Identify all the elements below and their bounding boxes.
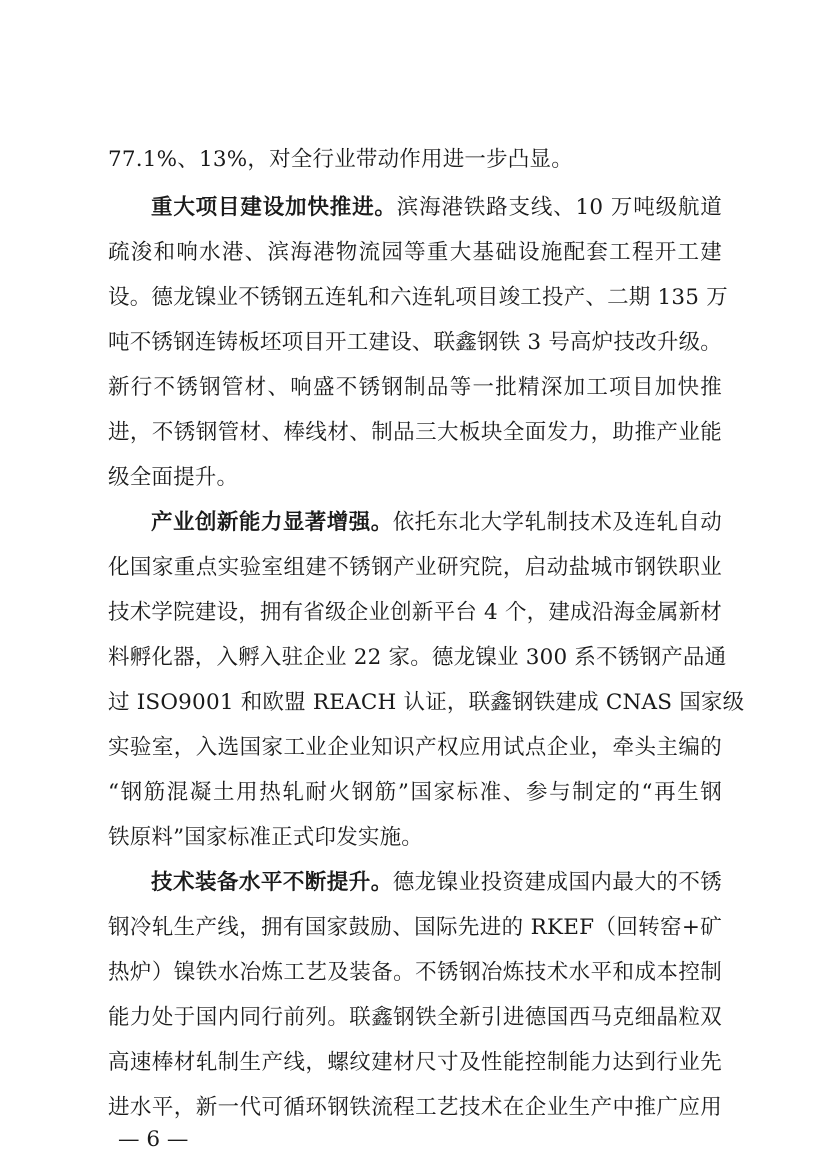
line-text: 77.1%、13%，对全行业带动作用进一步凸显。 <box>108 147 573 172</box>
line-text: 钢冷轧生产线，拥有国家鼓励、国际先进的 RKEF（回转窑+矿 <box>108 915 722 940</box>
line-text: 依托东北大学轧制技术及连轧自动 <box>392 510 722 535</box>
paragraph-line <box>151 188 722 228</box>
paragraph-line <box>108 998 722 1038</box>
paragraph-line <box>108 953 722 993</box>
paragraph-line <box>108 683 745 723</box>
section-heading: 技术装备水平不断提升。 <box>151 870 393 895</box>
paragraph-line <box>108 413 722 453</box>
line-text: 技术学院建设，拥有省级企业创新平台 4 个，建成沿海金属新材 <box>108 600 722 625</box>
line-text: 高速棒材轧制生产线，螺纹建材尺寸及性能控制能力达到行业先 <box>108 1050 722 1075</box>
paragraph-line <box>108 728 722 768</box>
paragraph-line <box>108 773 722 813</box>
paragraph-line <box>108 1043 722 1083</box>
line-text: 铁原料”国家标准正式印发实施。 <box>108 825 423 850</box>
paragraph-line <box>108 458 722 498</box>
line-text: 设。德龙镍业不锈钢五连轧和六连轧项目竣工投产、二期 135 万 <box>108 285 728 310</box>
line-text: 热炉）镍铁水冶炼工艺及装备。不锈钢冶炼技术水平和成本控制 <box>108 960 722 985</box>
paragraph-line <box>151 503 722 543</box>
paragraph-line <box>108 548 722 588</box>
line-text: “钢筋混凝土用热轧耐火钢筋”国家标准、参与制定的“再生钢 <box>108 780 722 805</box>
paragraph-line <box>108 818 722 858</box>
line-text: 过 ISO9001 和欧盟 REACH 认证，联鑫钢铁建成 CNAS 国家级 <box>108 690 745 715</box>
line-text: 化国家重点实验室组建不锈钢产业研究院，启动盐城市钢铁职业 <box>108 555 722 580</box>
paragraph-line <box>151 863 722 903</box>
paragraph-line <box>108 368 722 408</box>
section-heading: 产业创新能力显著增强。 <box>151 510 393 535</box>
line-text: 进水平，新一代可循环钢铁流程工艺技术在企业生产中推广应用 <box>108 1095 722 1120</box>
paragraph-line <box>108 593 722 633</box>
line-text: 德龙镍业投资建成国内最大的不锈 <box>392 870 722 895</box>
page-number: — 6 — <box>118 1127 189 1152</box>
line-text: 实验室，入选国家工业企业知识产权应用试点企业，牵头主编的 <box>108 735 722 760</box>
line-text: 进，不锈钢管材、棒线材、制品三大板块全面发力，助推产业能 <box>108 420 722 445</box>
paragraph-line <box>108 638 727 678</box>
section-heading: 重大项目建设加快推进。 <box>151 195 397 220</box>
line-text: 新行不锈钢管材、响盛不锈钢制品等一批精深加工项目加快推 <box>108 375 722 400</box>
paragraph-line <box>108 278 728 318</box>
paragraph-line <box>108 908 722 948</box>
line-text: 料孵化器，入孵入驻企业 22 家。德龙镍业 300 系不锈钢产品通 <box>108 645 727 670</box>
line-text: 滨海港铁路支线、10 万吨级航道 <box>396 195 722 220</box>
paragraph-line <box>108 140 722 180</box>
line-text: 吨不锈钢连铸板坯项目开工建设、联鑫钢铁 3 号高炉技改升级。 <box>108 330 722 355</box>
line-text: 疏浚和响水港、滨海港物流园等重大基础设施配套工程开工建 <box>108 240 722 265</box>
paragraph-line <box>108 1088 722 1128</box>
line-text: 级全面提升。 <box>108 465 239 490</box>
paragraph-line <box>108 323 722 363</box>
line-text: 能力处于国内同行前列。联鑫钢铁全新引进德国西马克细晶粒双 <box>108 1005 722 1030</box>
paragraph-line <box>108 233 722 273</box>
